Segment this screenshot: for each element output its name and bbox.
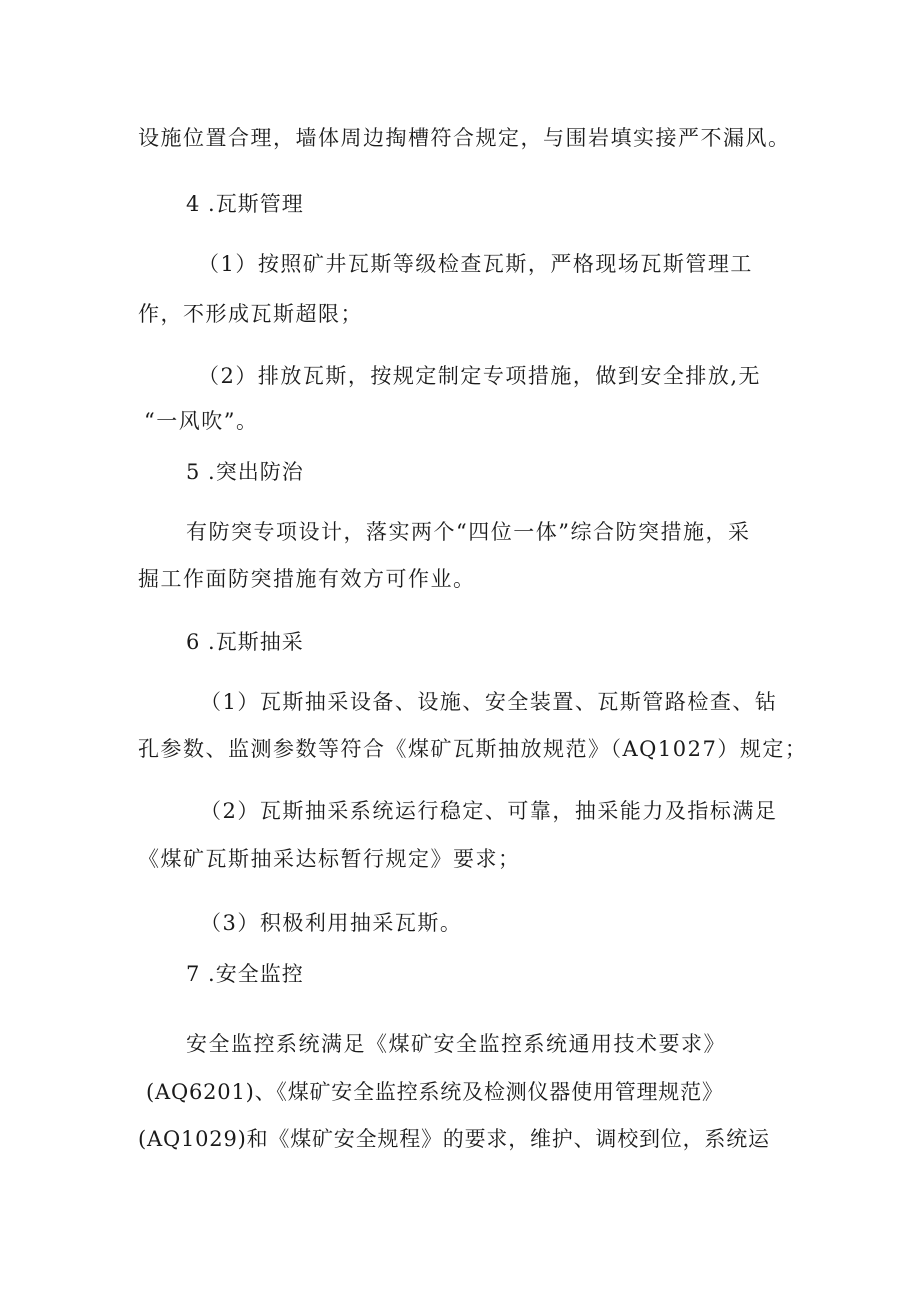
section-heading-safety-monitoring: 7 .安全监控 <box>186 962 304 986</box>
paragraph-line: （1）按照矿井瓦斯等级检查瓦斯，严格现场瓦斯管理工 <box>198 252 753 276</box>
section-heading-outburst-prevention: 5 .突出防治 <box>186 460 304 484</box>
section-heading-gas-management: 4 .瓦斯管理 <box>186 192 304 216</box>
paragraph-line: 掘工作面防突措施有效方可作业。 <box>138 567 476 591</box>
paragraph-line: 安全监控系统满足《煤矿安全监控系统通用技术要求》 <box>186 1032 726 1056</box>
paragraph-line: 有防突专项设计，落实两个“四位一体”综合防突措施，采 <box>186 520 751 544</box>
paragraph-line: （1）瓦斯抽采设备、设施、安全装置、瓦斯管路检查、钻 <box>200 690 778 714</box>
paragraph-line: （3）积极利用抽采瓦斯。 <box>200 911 463 935</box>
paragraph-line: 《煤矿瓦斯抽采达标暂行规定》要求； <box>138 847 521 871</box>
paragraph-line: “一风吹”。 <box>144 409 259 433</box>
paragraph-line: 设施位置合理，墙体周边掏槽符合规定，与围岩填实接严不漏风。 <box>138 126 791 150</box>
section-heading-gas-drainage: 6 .瓦斯抽采 <box>186 630 304 654</box>
paragraph-line: （2）排放瓦斯，按规定制定专项措施，做到安全排放,无 <box>198 364 762 388</box>
paragraph-line: 作，不形成瓦斯超限； <box>138 302 363 326</box>
paragraph-line: (AQ1029)和《煤矿安全规程》的要求，维护、调校到位，系统运 <box>138 1127 770 1151</box>
paragraph-line: (AQ6201)、《煤矿安全监控系统及检测仪器使用管理规范》 <box>146 1080 724 1104</box>
paragraph-line: （2）瓦斯抽采系统运行稳定、可靠，抽采能力及指标满足 <box>200 799 778 823</box>
paragraph-line: 孔参数、监测参数等符合《煤矿瓦斯抽放规范》（AQ1027）规定； <box>138 737 808 761</box>
